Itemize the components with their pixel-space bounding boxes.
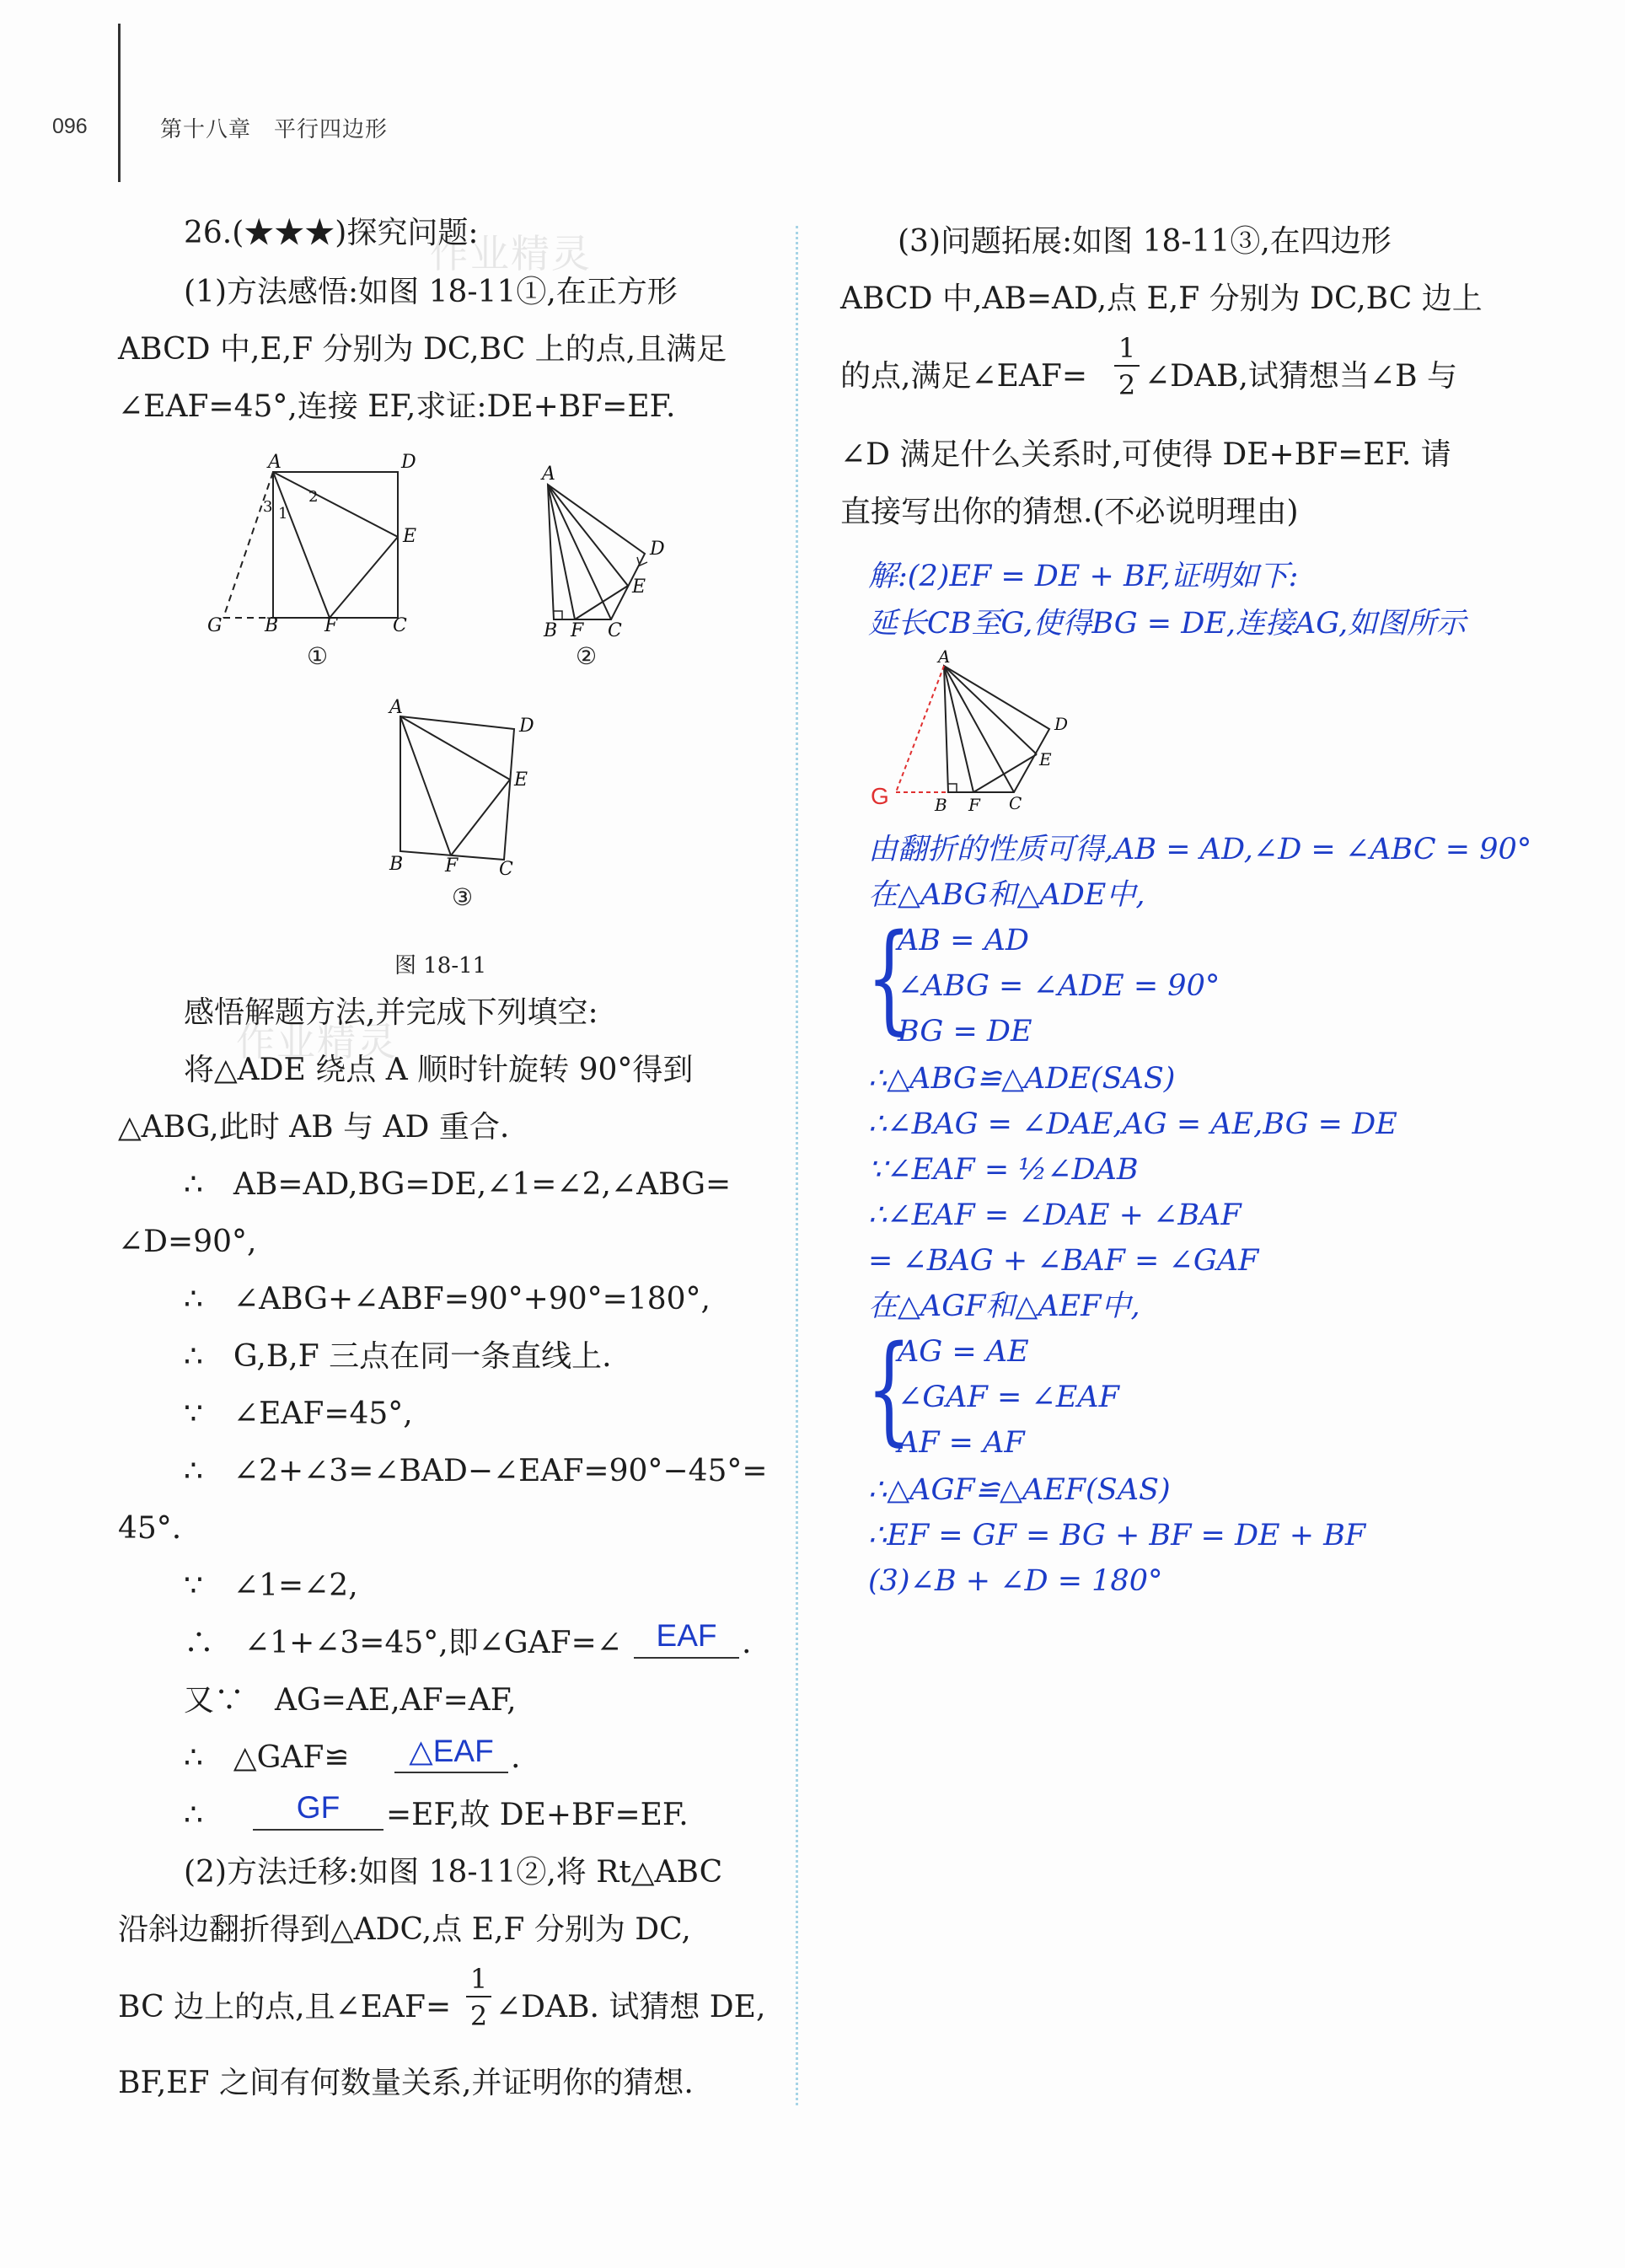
part3-line4: ∠D 满足什么关系时,可使得 DE+BF=EF. 请 xyxy=(840,437,1451,472)
point-D-label: D xyxy=(401,452,416,473)
point-C-label: C xyxy=(393,615,407,632)
point-F-label: F xyxy=(571,620,584,641)
part3-line5: 直接写出你的猜想.(不必说明理由) xyxy=(840,495,1299,529)
step-line: ∠D=90°, xyxy=(118,1225,257,1259)
period: . xyxy=(742,1626,752,1660)
solution-line: ∵∠EAF = ½∠DAB xyxy=(868,1153,1139,1187)
point-F-label: F xyxy=(445,855,459,877)
chapter-title: 第十八章 平行四边形 xyxy=(160,117,389,142)
step-line: ∵ ∠EAF=45°, xyxy=(184,1397,413,1431)
step-line: ∴ G,B,F 三点在同一条直线上. xyxy=(184,1339,612,1374)
answer-blank-2[interactable]: △EAF xyxy=(394,1733,508,1773)
step-line: 将△ADE 绕点 A 顺时针旋转 90°得到 xyxy=(184,1053,694,1087)
figure-2-number: ② xyxy=(576,642,598,670)
point-B-label: B xyxy=(544,620,558,641)
step-line: ∴ ∠1+∠3=45°,即∠GAF=∠ xyxy=(184,1626,622,1660)
step-line: 45°. xyxy=(118,1511,182,1546)
point-G-label: G xyxy=(871,783,889,809)
fraction-bar xyxy=(466,1996,491,1997)
solution-line: 在△AGF和△AEF中, xyxy=(868,1289,1140,1323)
question-title: 26.(★★★)探究问题: xyxy=(184,216,479,250)
point-D-label: D xyxy=(1054,714,1069,734)
point-F-label: F xyxy=(968,795,980,815)
solution-figure xyxy=(864,649,1083,822)
part3-line3b: ∠DAB,试猜想当∠B 与 xyxy=(1145,359,1457,394)
point-B-label: B xyxy=(389,854,404,875)
point-C-label: C xyxy=(499,859,513,880)
fraction-denominator: 2 xyxy=(469,2000,488,2032)
part2-line3b: ∠DAB. 试猜想 DE, xyxy=(496,1990,766,2024)
part2-line4: BF,EF 之间有何数量关系,并证明你的猜想. xyxy=(118,2066,694,2100)
solution-line: AF = AF xyxy=(898,1426,1025,1460)
part2-line3: BC 边上的点,且∠EAF= xyxy=(118,1990,452,2024)
point-C-label: C xyxy=(1009,793,1022,813)
figure-3-quadrilateral xyxy=(379,691,565,885)
part1-line2: ABCD 中,E,F 分别为 DC,BC 上的点,且满足 xyxy=(118,332,727,367)
figure-3-number: ③ xyxy=(452,883,474,911)
step-line: =EF,故 DE+BF=EF. xyxy=(386,1798,689,1832)
solution-line: ∠GAF = ∠EAF xyxy=(898,1381,1119,1414)
step-line: 又∵ AG=AE,AF=AF, xyxy=(184,1683,517,1718)
figure-1-number: ① xyxy=(307,642,329,670)
fill-intro: 感悟解题方法,并完成下列填空: xyxy=(184,995,598,1030)
step-line: ∵ ∠1=∠2, xyxy=(184,1568,358,1603)
point-F-label: F xyxy=(324,615,338,632)
point-A-label: A xyxy=(389,697,403,718)
point-C-label: C xyxy=(608,620,622,641)
solution-line: ∴△AGF≌△AEF(SAS) xyxy=(868,1473,1171,1507)
angle-3-label: 3 xyxy=(263,498,273,516)
answer-blank-1[interactable]: EAF xyxy=(634,1618,739,1659)
point-E-label: E xyxy=(632,576,646,598)
column-divider xyxy=(796,226,798,2105)
step-line: ∴ ∠ABG+∠ABF=90°+90°=180°, xyxy=(184,1282,711,1316)
system-brace: { xyxy=(866,909,912,1047)
part3-line3: 的点,满足∠EAF= xyxy=(840,359,1088,394)
solution-line: AB = AD xyxy=(898,924,1029,957)
point-A-label: A xyxy=(542,464,555,485)
point-D-label: D xyxy=(519,716,534,737)
period: . xyxy=(511,1740,521,1775)
solution-line: AG = AE xyxy=(898,1335,1029,1369)
answer-blank-3[interactable]: GF xyxy=(253,1790,383,1831)
solution-line: 解:(2)EF = DE + BF,证明如下: xyxy=(868,560,1299,593)
solution-line: 由翻折的性质可得,AB = AD,∠D = ∠ABC = 90° xyxy=(868,833,1532,866)
point-E-label: E xyxy=(514,769,528,791)
fraction-numerator: 1 xyxy=(469,1963,488,1995)
watermark: 作业精灵 xyxy=(430,231,592,276)
point-A-label: A xyxy=(268,452,282,473)
fraction-denominator: 2 xyxy=(1118,369,1136,401)
angle-2-label: 2 xyxy=(308,488,319,506)
solution-line: (3)∠B + ∠D = 180° xyxy=(868,1564,1163,1598)
step-line: ∴ xyxy=(184,1798,203,1832)
figure-1-square xyxy=(202,451,438,632)
solution-line: ∴∠BAG = ∠DAE,AG = AE,BG = DE xyxy=(868,1107,1397,1141)
part3-line1: (3)问题拓展:如图 18-11③,在四边形 xyxy=(898,224,1392,259)
solution-line: ∠ABG = ∠ADE = 90° xyxy=(898,969,1220,1003)
page-number: 096 xyxy=(52,115,88,138)
step-line: ∴ △GAF≌ xyxy=(184,1740,350,1775)
step-line: ∴ AB=AD,BG=DE,∠1=∠2,∠ABG= xyxy=(184,1167,732,1202)
header-divider xyxy=(118,24,121,182)
solution-line: ∴△ABG≌△ADE(SAS) xyxy=(868,1062,1176,1096)
point-A-label: A xyxy=(938,649,951,667)
part2-line2: 沿斜边翻折得到△ADC,点 E,F 分别为 DC, xyxy=(118,1912,691,1947)
solution-line: 延长CB至G,使得BG = DE,连接AG,如图所示 xyxy=(868,607,1467,641)
figure-caption: 图 18-11 xyxy=(394,953,487,979)
system-brace: { xyxy=(866,1321,912,1458)
point-B-label: B xyxy=(935,795,947,815)
step-line: △ABG,此时 AB 与 AD 重合. xyxy=(118,1110,510,1145)
solution-line: ∴EF = GF = BG + BF = DE + BF xyxy=(868,1519,1366,1552)
watermark: 作业精灵 xyxy=(236,1019,398,1064)
part1-line3: ∠EAF=45°,连接 EF,求证:DE+BF=EF. xyxy=(118,389,676,424)
solution-line: BG = DE xyxy=(898,1015,1032,1048)
fraction-bar xyxy=(1114,365,1140,367)
fraction-numerator: 1 xyxy=(1118,332,1136,364)
solution-line: ∴∠EAF = ∠DAE + ∠BAF xyxy=(868,1198,1242,1232)
point-E-label: E xyxy=(403,526,417,547)
part3-line2: ABCD 中,AB=AD,点 E,F 分别为 DC,BC 边上 xyxy=(840,281,1483,316)
solution-line: = ∠BAG + ∠BAF = ∠GAF xyxy=(868,1244,1259,1278)
solution-line: 在△ABG和△ADE中, xyxy=(868,878,1145,912)
figure-2-kite xyxy=(527,459,695,641)
point-B-label: B xyxy=(265,615,279,632)
step-line: ∴ ∠2+∠3=∠BAD−∠EAF=90°−45°= xyxy=(184,1454,768,1488)
point-D-label: D xyxy=(650,539,665,560)
part2-line1: (2)方法迁移:如图 18-11②,将 Rt△ABC xyxy=(184,1855,723,1890)
point-G-label: G xyxy=(207,615,223,632)
point-E-label: E xyxy=(1039,749,1052,769)
angle-1-label: 1 xyxy=(278,505,288,523)
part1-line1: (1)方法感悟:如图 18-11①,在正方形 xyxy=(184,275,678,309)
